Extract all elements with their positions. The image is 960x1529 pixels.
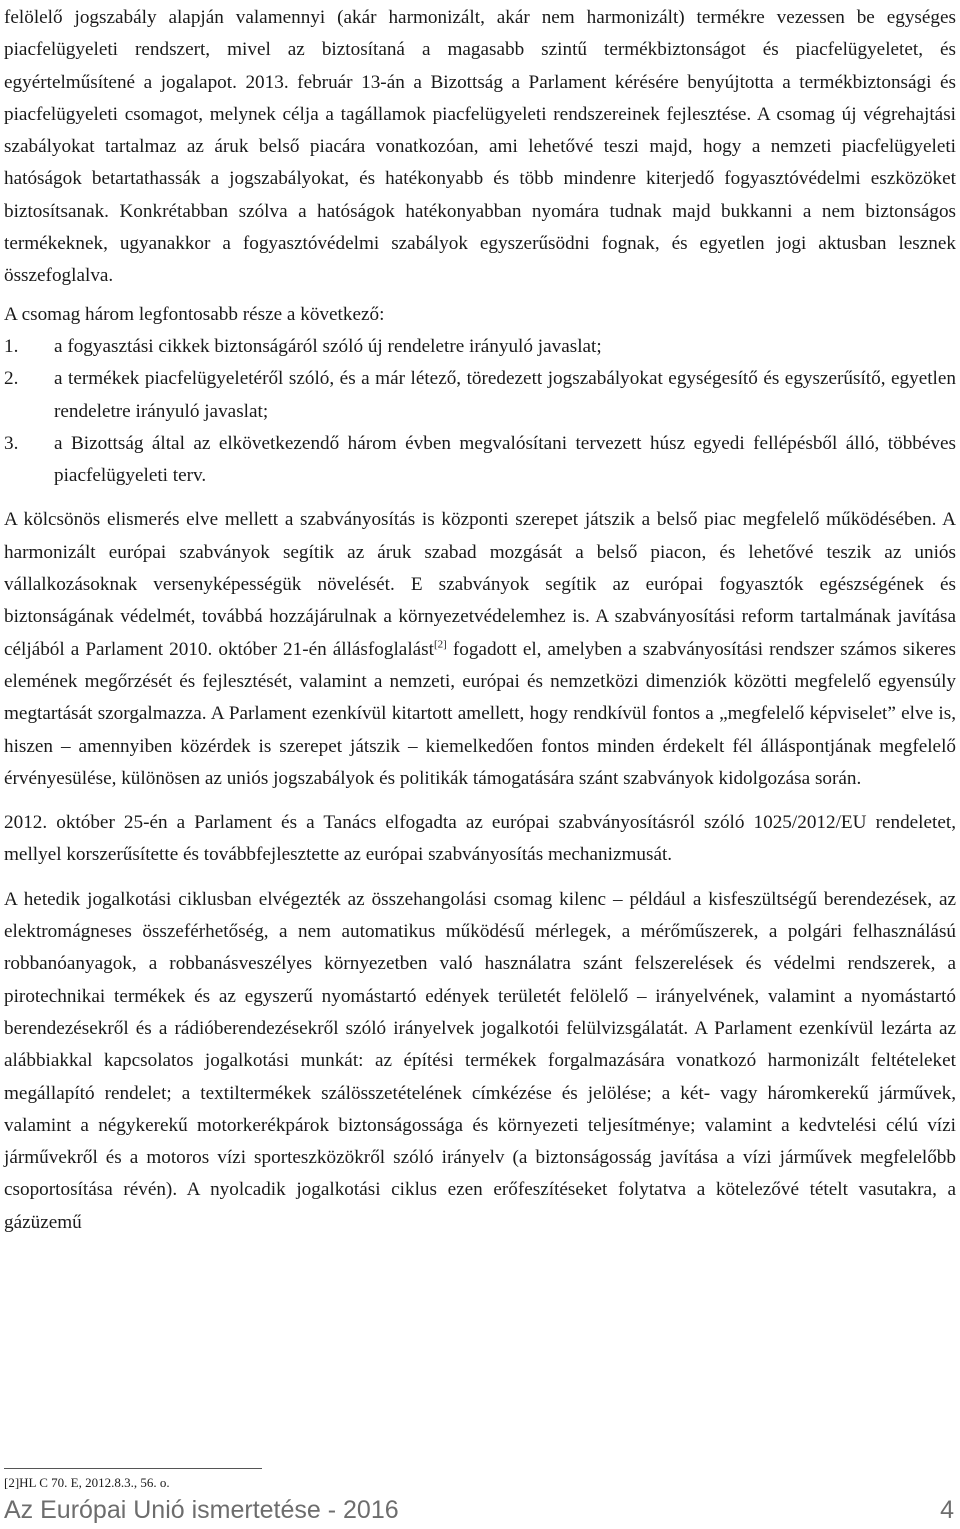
footnote-divider (4, 1468, 262, 1469)
list-item (4, 331, 956, 363)
list-item-number: 3. (4, 432, 19, 454)
paragraph-text: fogadott el, amelyben a szabványosítási rendszer számos sikeres elemének megőrzését és fejlesztését, valamint a nemzeti, európai és nemzetközi dimenziók közötti megfelelő egyensúly megtartását szorgalmazza. A Parlament ezenkívül kitartott amellett, hogy rendkívül fontos a „megfelelő képviselet” elve is, hiszen – amennyiben közérdek is szerepet játszik – kiemelkedően fontos minden érdekelt fél álláspontjának megfelelő érvényesülése, különösen az uniós jogszabályok és politikák támogatására szánt szabványok kidolgozása során. (4, 638, 956, 789)
list-item (4, 363, 956, 428)
page-footer (4, 1495, 954, 1525)
list-item-number: 2. (4, 368, 19, 390)
footnote: [2]HL C 70. E, 2012.8.3., 56. o. (4, 1475, 170, 1490)
list-item-text: a Bizottság által az elkövetkezendő három évben megvalósítani tervezett húsz egyedi fellépésből álló, többéves piacfelügyeleti terv. (54, 432, 956, 487)
page-number: 4 (940, 1496, 954, 1524)
paragraph-market-surveillance: felölelő jogszabály alapján valamennyi (akár harmonizált, akár nem harmonizált) termékre vezessen be egységes piacfelügyeleti rendszert, mivel az biztosítaná a magasabb szintű termékbiztonságot és piacfelügyeletet, és egyértelműsítené a jogalapot. 2013. február 13-án a Bizottság a Parlament kérésére benyújtotta a termékbiztonsági és piacfelügyeleti csomagot, melynek célja a tagállamok piacfelügyeleti rendszereinek fejlesztése. A csomag új végrehajtási szabályokat tartalmaz az áruk belső piacára vonatkozóan, ami lehetővé teszi majd, hogy a nemzeti piacfelügyeleti hatóságok betartathassák a jogszabályokat, és hatékonyabb és több mindenre kiterjedő fogyasztóvédelmi eszközöket biztosítsanak. Konkrétabban szólva a hatóságok hatékonyabban nyomára tudnak majd bukkanni a nem biztonságos termékeknek, ugyanakkor a fogyasztóvédelmi szabályok egyszerűsödni fognak, és egyetlen jogi aktusban lesznek összefoglalva. (4, 7, 956, 287)
list-item-number: 1. (4, 335, 19, 357)
footer-title: Az Európai Unió ismertetése - 2016 (4, 1496, 399, 1524)
list-item-text: a fogyasztási cikkek biztonságáról szóló új rendeletre irányuló javaslat; (54, 335, 602, 357)
footnote-reference[interactable]: [2] (433, 638, 447, 651)
list-item (4, 428, 956, 493)
paragraph-regulation-2012: 2012. október 25-én a Parlament és a Tanács elfogadta az európai szabványosításról szóló 1025/2012/EU rendeletet, mellyel korszerűsítette és továbbfejlesztette az európai szabványosítás mechanizmusát. (4, 812, 956, 866)
paragraph-legislative-cycle: A hetedik jogalkotási ciklusban elvégezték az összehangolási csomag kilenc – például a kisfeszültségű berendezések, az elektromágneses összeférhetőség, a nem automatikus működésű mérlegek, a mérőműszerek, a polgári felhasználású robbanóanyagok, a robbanásveszélyes környezetben való használatra szánt felszerelések és védelmi rendszerek, a pirotechnikai termékek és az egyszerű nyomástartó edények területét felölelő – irányelvének, valamint a nyomástartó berendezésekről és a rádióberendezésekről szóló irányelvek jogalkotói felülvizsgálatát. A Parlament ezenkívül lezárta az alábbiakkal kapcsolatos jogalkotási munkát: az építési termékek forgalmazására vonatkozó harmonizált feltételeket megállapító rendelet; a textiltermékek szálösszetételének címkézése és jelölése; a két- vagy háromkerekű járművek, valamint a négykerekű motorkerékpárok biztonságossága és környezeti teljesítménye; valamint a kedvtelési célú vízi járművekről és a motoros vízi sporteszközökről szóló irányelv (a biztonságosság javítása a vízi járművek megfelelőbb csoportosítása révén). A nyolcadik jogalkotási ciklus ezen erőfeszítéseket folytatva a kötelezővé tételt vasutakra, a gázüzemű (4, 888, 956, 1233)
document-page (4, 0, 956, 1239)
list-item-text: a termékek piacfelügyeletéről szóló, és a már létező, töredezett jogszabályokat egységesítő és egyszerűsítő, egyetlen rendeletre irányuló javaslat; (54, 368, 956, 422)
paragraph-standardisation (4, 504, 956, 795)
paragraph-text: A kölcsönös elismerés elve mellett a szabványosítás is központi szerepet játszik a belső piac megfelelő működésében. A harmonizált európai szabványok segítik az áruk szabad mozgását a belső piacon, és lehetővé teszik az uniós vállalkozásoknak versenyképességük növelését. E szabványok segítik az európai fogyasztók egészségének és biztonságának védelmét, továbbá hozzájárulnak a környezetvédelemhez is. A szabványosítási reform tartalmának javítása céljából a Parlament 2010. október 21-én állásfoglalást (4, 509, 956, 660)
paragraph-package-intro: A csomag három legfontosabb része a következő: (4, 303, 385, 325)
numbered-list (4, 331, 956, 492)
